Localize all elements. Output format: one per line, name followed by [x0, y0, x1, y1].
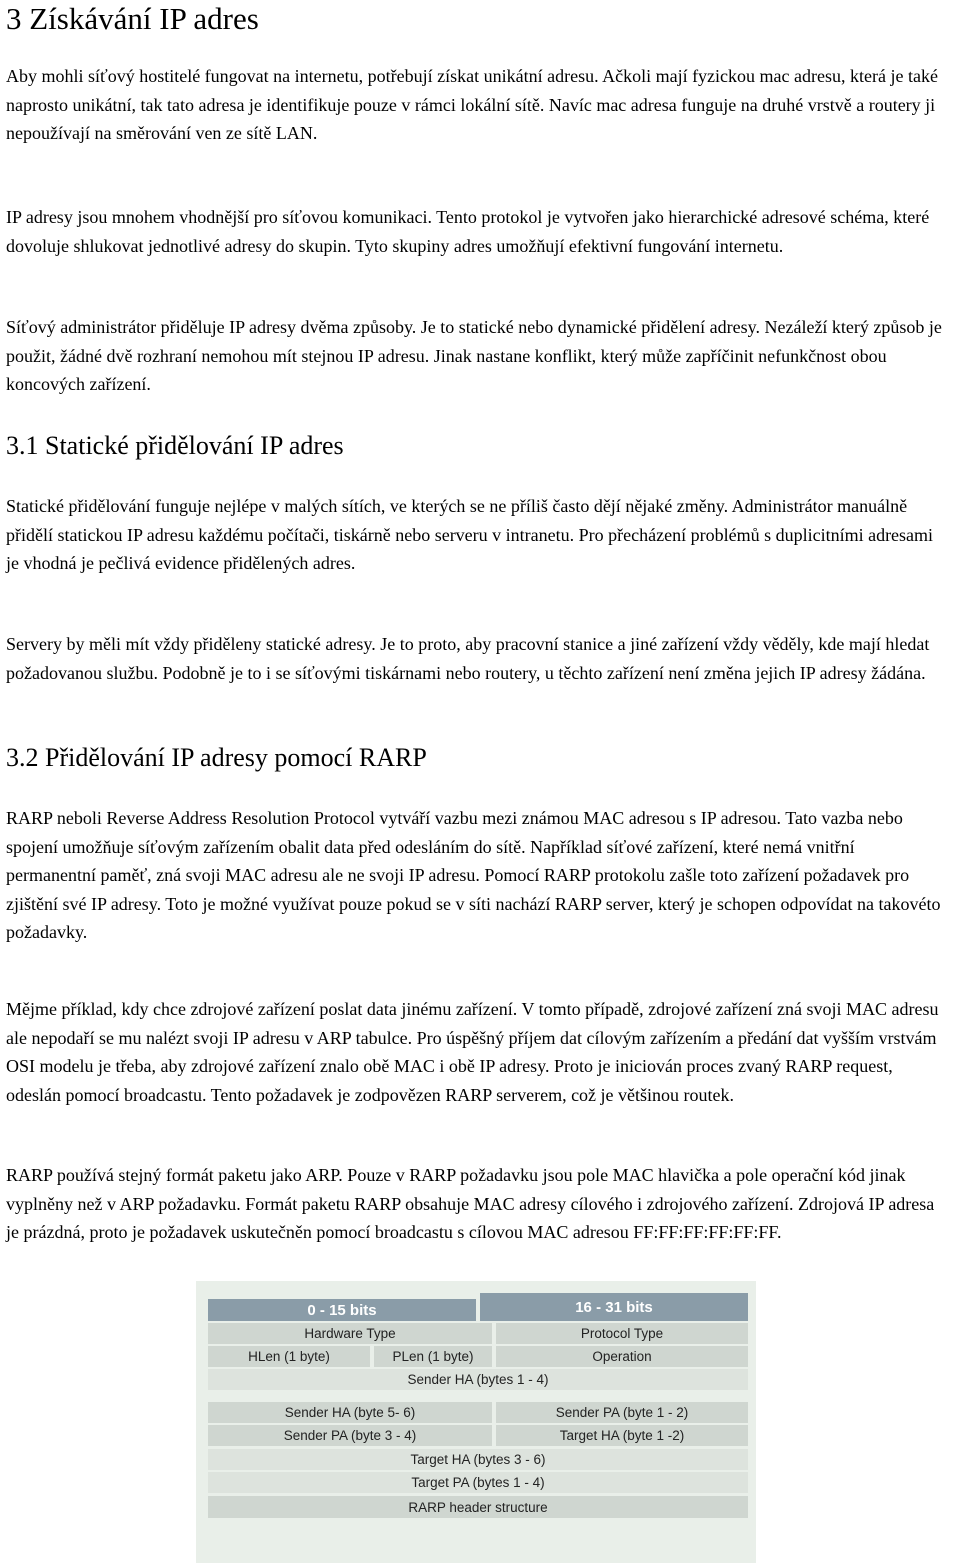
intro-paragraph-3: Síťový administrátor přiděluje IP adresy dvěma způsoby. Je to statické nebo dynamické přidělení adresy. Nezáleží který způsob je použit, žádné dvě rozhraní nemohou mít stejnou IP adresu. Jinak nastane konflikt, který může zapříčinit nefunkčnost obou koncových zařízení. [6, 317, 942, 394]
figure-caption: RARP header structure [208, 1496, 748, 1518]
field-sender-pa-3-4: Sender PA (byte 3 - 4) [208, 1425, 492, 1446]
section-3-2-paragraph-1: RARP neboli Reverse Address Resolution Protocol vytváří vazbu mezi známou MAC adresou s IP adresou. Tato vazba nebo spojení umožňuje síťovým zařízením obalit data před odesláním do sítě. Například síťové zařízení, které nemá vnitřní permanentní paměť, zná svoji MAC adresu ale ne svoji IP adresu. Pomocí RARP protokolu zašle toto zařízení požadavek pro zjištění své IP adresy. Toto je možné využívat pouze pokud se v síti nachází RARP server, který je schopen odpovídat na takovéto požadavky. [6, 808, 941, 942]
section-3-2-paragraph-2: Mějme příklad, kdy chce zdrojové zařízení poslat data jinému zařízení. V tomto případě, zdrojové zařízení zná svoji MAC adresu ale nepodaří se mu nalézt svoji IP adresu v ARP tabulce. Pro úspěšný příjem dat cílovým zařízením a předání dat vyšším vrstvám OSI modelu je třeba, aby zdrojové zařízení znalo obě MAC i obě IP adresy. Proto je iniciován proces zvaný RARP request, odeslán pomocí broadcastu. Tento požadavek je zodpovězen RARP serverem, což je většinou routek. [6, 999, 939, 1105]
field-target-pa-1-4: Target PA (bytes 1 - 4) [208, 1472, 748, 1493]
field-operation: Operation [496, 1346, 748, 1367]
field-protocol-type: Protocol Type [496, 1323, 748, 1344]
field-sender-ha-1-4: Sender HA (bytes 1 - 4) [208, 1369, 748, 1390]
field-sender-ha-5-6: Sender HA (byte 5- 6) [208, 1402, 492, 1423]
rarp-header-figure [196, 1281, 756, 1563]
figure-header-right: 16 - 31 bits [480, 1293, 748, 1321]
intro-paragraph-1: Aby mohli síťový hostitelé fungovat na internetu, potřebují získat unikátní adresu. Ačkoli mají fyzickou mac adresu, která je také naprosto unikátní, tak tato adresa je identifikuje pouze v rámci lokální sítě. Navíc mac adresa funguje na druhé vrstvě a routery ji nepoužívají na směrování ven ze sítě LAN. [6, 66, 938, 143]
section-3-2-heading: 3.2 Přidělování IP adresy pomocí RARP [6, 743, 427, 772]
section-3-1-paragraph-2: Servery by měli mít vždy přiděleny statické adresy. Je to proto, aby pracovní stanice a jiné zařízení vždy věděly, kde mají hledat požadovanou službu. Podobně je to i se síťovými tiskárnami nebo routery, u těchto zařízení není změna jejich IP adresy žádána. [6, 634, 930, 683]
section-3-1-heading: 3.1 Statické přidělování IP adres [6, 431, 344, 460]
field-hlen: HLen (1 byte) [208, 1346, 370, 1367]
section-3-1-paragraph-1: Statické přidělování funguje nejlépe v malých sítích, ve kterých se ne příliš často dějí nějaké změny. Administrátor manuálně přidělí statickou IP adresu každému počítači, tiskárně nebo serveru v intranetu. Pro přecházení problémů s duplicitními adresami je vhodná je pečlivá evidence přidělených adres. [6, 496, 934, 573]
page-title: 3 Získávání IP adres [6, 1, 259, 36]
section-3-2-paragraph-3: RARP používá stejný formát paketu jako ARP. Pouze v RARP požadavku jsou pole MAC hlavička a pole operační kód jinak vyplněny než v ARP požadavku. Formát paketu RARP obsahuje MAC adresy cílového i zdrojového zařízení. Zdrojová IP adresa je prázdná, proto je požadavek uskutečněn pomocí broadcastu s cílovou MAC adresou FF:FF:FF:FF:FF:FF. [6, 1165, 935, 1242]
intro-paragraph-2: IP adresy jsou mnohem vhodnější pro síťovou komunikaci. Tento protokol je vytvořen jako hierarchické adresové schéma, které dovoluje shlukovat jednotlivé adresy do skupin. Tyto skupiny adres umožňují efektivní fungování internetu. [6, 207, 930, 256]
figure-header-left: 0 - 15 bits [208, 1299, 476, 1321]
field-target-ha-3-6: Target HA (bytes 3 - 6) [208, 1449, 748, 1470]
field-plen: PLen (1 byte) [374, 1346, 492, 1367]
field-sender-pa-1-2: Sender PA (byte 1 - 2) [496, 1402, 748, 1423]
field-target-ha-1-2: Target HA (byte 1 -2) [496, 1425, 748, 1446]
field-hardware-type: Hardware Type [208, 1323, 492, 1344]
